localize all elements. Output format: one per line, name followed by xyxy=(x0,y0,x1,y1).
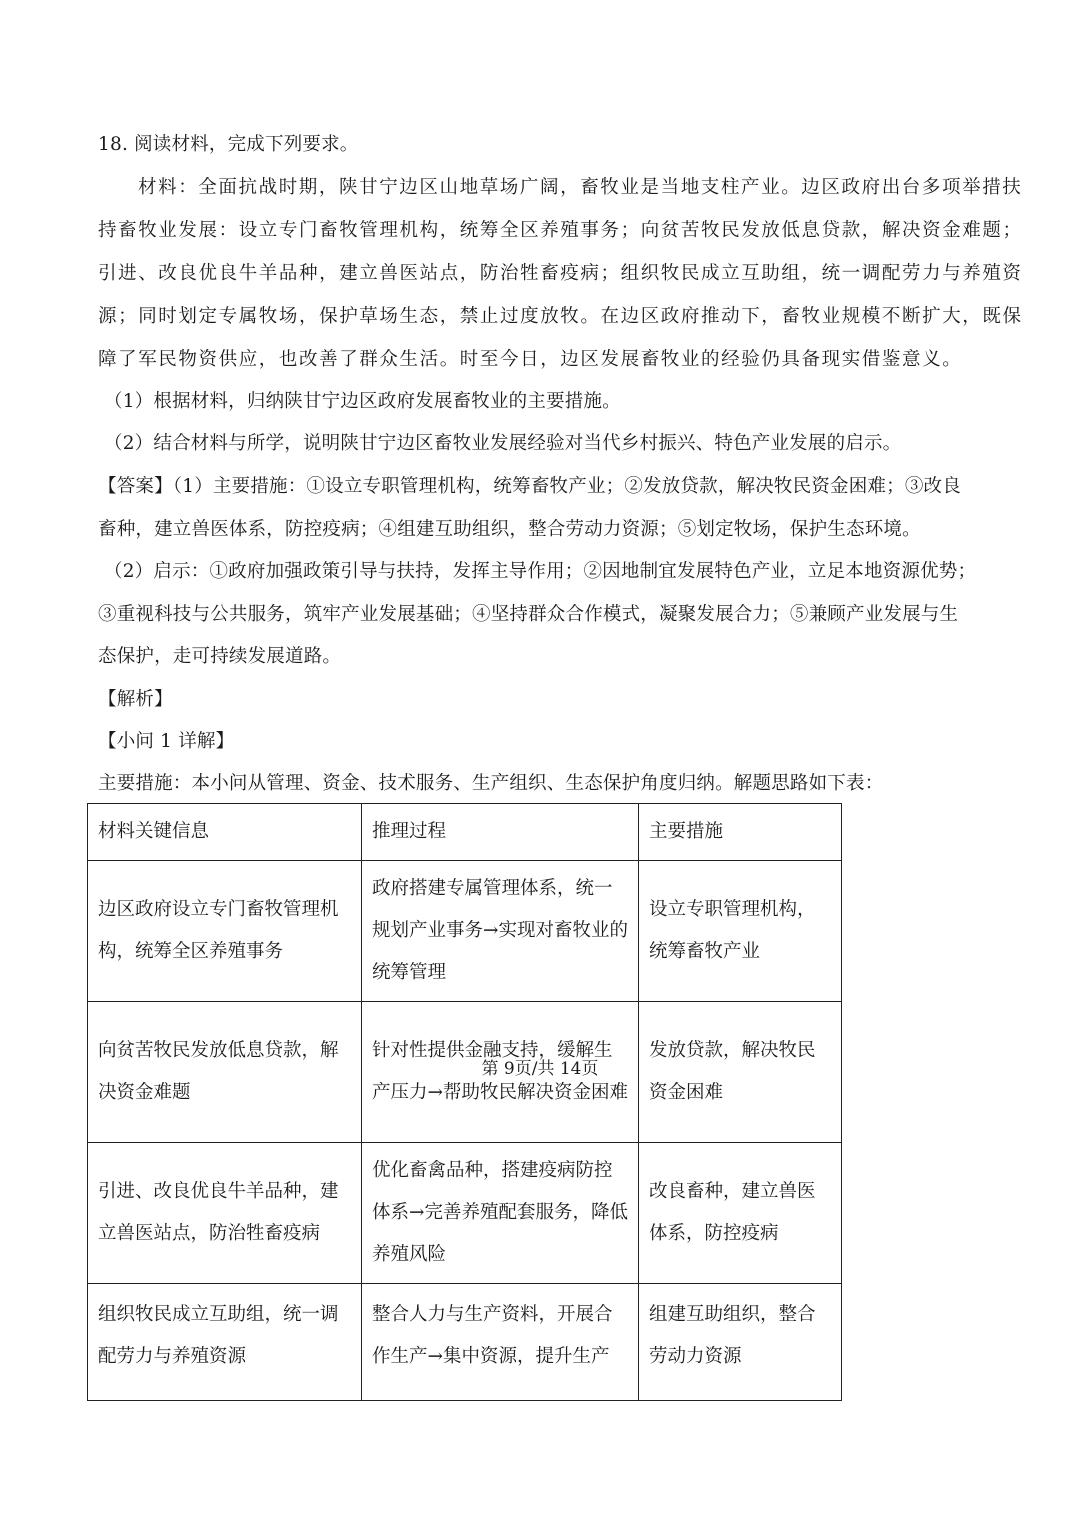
analysis-table xyxy=(87,803,842,1401)
table-cell: 设立专职管理机构，统筹畜牧产业 xyxy=(639,861,842,1002)
material-line: 源；同时划定专属牧场，保护草场生态，禁止过度放牧。在边区政府推动下，畜牧业规模不断扩大，既保 xyxy=(98,306,1023,327)
table-header-cell: 材料关键信息 xyxy=(88,804,362,861)
analysis-label: 【解析】 xyxy=(98,689,173,710)
table-row xyxy=(88,1143,842,1284)
table-cell: 边区政府设立专门畜牧管理机构，统筹全区养殖事务 xyxy=(88,861,362,1002)
sub-question-2: （2）结合材料与所学，说明陕甘宁边区畜牧业发展经验对当代乡村振兴、特色产业发展的启示。 xyxy=(104,433,902,454)
table-cell: 发放贷款，解决牧民资金困难 xyxy=(639,1002,842,1143)
table-cell: 优化畜禽品种，搭建疫病防控体系→完善养殖配套服务，降低养殖风险 xyxy=(362,1143,639,1284)
table-cell: 改良畜种，建立兽医体系，防控疫病 xyxy=(639,1143,842,1284)
table-cell: 引进、改良优良牛羊品种，建立兽医站点，防治牲畜疫病 xyxy=(88,1143,362,1284)
table-row xyxy=(88,861,842,1002)
sub-analysis-label: 【小问 1 详解】 xyxy=(98,731,235,752)
material-line: 引进、改良优良牛羊品种，建立兽医站点，防治牲畜疫病；组织牧民成立互助组，统一调配劳力与养殖资 xyxy=(98,263,1023,284)
table-header-cell: 推理过程 xyxy=(362,804,639,861)
table-cell: 向贫苦牧民发放低息贷款，解决资金难题 xyxy=(88,1002,362,1143)
analysis-intro: 主要措施：本小问从管理、资金、技术服务、生产组织、生态保护角度归纳。解题思路如下表： xyxy=(98,773,884,794)
table-cell: 针对性提供金融支持，缓解生产压力→帮助牧民解决资金困难 xyxy=(362,1002,639,1143)
table-header-cell: 主要措施 xyxy=(639,804,842,861)
answer-line: 态保护，走可持续发展道路。 xyxy=(98,646,342,667)
answer-line: 畜种，建立兽医体系，防控疫病；④组建互助组织，整合劳动力资源；⑤划定牧场，保护生态环境。 xyxy=(98,519,921,540)
answer-line: （2）启示：①政府加强政策引导与扶持，发挥主导作用；②因地制宜发展特色产业，立足本地资源优势； xyxy=(104,561,977,582)
table-cell: 组建互助组织，整合劳动力资源 xyxy=(639,1284,842,1401)
page-number: 第 9页/共 14页 xyxy=(481,1059,599,1079)
material-line: 材料：全面抗战时期，陕甘宁边区山地草场广阔，畜牧业是当地支柱产业。边区政府出台多项举措扶 xyxy=(138,177,1023,198)
table-cell: 组织牧民成立互助组，统一调配劳力与养殖资源 xyxy=(88,1284,362,1401)
table-header-row xyxy=(88,804,842,861)
question-heading: 18. 阅读材料，完成下列要求。 xyxy=(98,134,359,155)
answer-line: ③重视科技与公共服务，筑牢产业发展基础；④坚持群众合作模式，凝聚发展合力；⑤兼顾产业发展与生 xyxy=(98,604,959,625)
answer-line: 【答案】（1）主要措施：①设立专职管理机构，统筹畜牧产业；②发放贷款，解决牧民资金困难；③改良 xyxy=(98,476,961,497)
table-cell: 整合人力与生产资料，开展合作生产→集中资源，提升生产 xyxy=(362,1284,639,1401)
material-line: 持畜牧业发展：设立专门畜牧管理机构，统筹全区养殖事务；向贫苦牧民发放低息贷款，解决资金难题； xyxy=(98,220,1023,241)
material-line: 障了军民物资供应，也改善了群众生活。时至今日，边区发展畜牧业的经验仍具备现实借鉴意义。 xyxy=(98,349,963,370)
sub-question-1: （1）根据材料，归纳陕甘宁边区政府发展畜牧业的主要措施。 xyxy=(104,391,621,412)
table-cell: 政府搭建专属管理体系，统一规划产业事务→实现对畜牧业的统筹管理 xyxy=(362,861,639,1002)
table-row xyxy=(88,1284,842,1401)
